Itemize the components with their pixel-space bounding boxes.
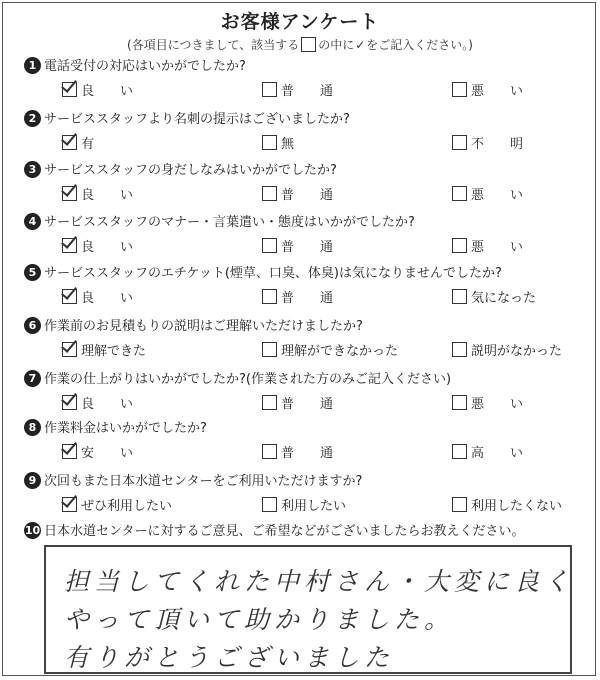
question-5 (24, 264, 502, 282)
answer-option[interactable] (62, 186, 133, 204)
answer-option[interactable] (62, 497, 172, 515)
question-text: サービススタッフより名刺の提示はございましたか? (44, 112, 350, 127)
question-6 (24, 317, 363, 335)
answer-option[interactable] (262, 135, 294, 153)
answer-option[interactable] (62, 444, 133, 462)
question-text: 電話受付の対応はいかがでしたか? (44, 59, 246, 74)
answer-label: 安 い (81, 446, 134, 461)
checkbox-checked-icon[interactable] (62, 186, 77, 201)
question-number-badge: 6 (24, 317, 41, 334)
question-text: 作業前のお見積もりの説明はご理解いただけましたか? (44, 319, 363, 334)
answer-option[interactable] (262, 238, 333, 256)
checkbox-icon[interactable] (452, 342, 467, 357)
checkbox-checked-icon[interactable] (62, 342, 77, 357)
answer-option[interactable] (452, 395, 523, 413)
answer-label: 普 通 (281, 84, 334, 99)
answer-option[interactable] (262, 186, 333, 204)
answer-option[interactable] (452, 289, 536, 307)
answer-option[interactable] (452, 238, 523, 256)
answer-label: 普 通 (281, 188, 334, 203)
instructions-suffix: をご記入ください。) (366, 38, 473, 52)
answer-label: 普 通 (281, 446, 334, 461)
question-number-badge: 5 (24, 264, 41, 281)
answer-option[interactable] (452, 186, 523, 204)
answer-label: 普 通 (281, 291, 334, 306)
checkbox-icon[interactable] (262, 395, 277, 410)
answer-option[interactable] (262, 342, 398, 360)
instructions-middle: の中に (318, 38, 355, 52)
checkbox-icon[interactable] (262, 135, 277, 150)
checkbox-icon[interactable] (452, 289, 467, 304)
answer-option[interactable] (62, 135, 94, 153)
answer-label: 気になった (471, 291, 537, 306)
answer-label: 普 通 (281, 240, 334, 255)
question-2 (24, 110, 350, 128)
checkbox-icon[interactable] (452, 82, 467, 97)
checkbox-icon[interactable] (262, 289, 277, 304)
checkbox-checked-icon[interactable] (62, 135, 77, 150)
answer-option[interactable] (452, 444, 523, 462)
answer-label: 有 (81, 137, 95, 152)
question-number-badge: 8 (24, 419, 41, 436)
answer-option[interactable] (262, 82, 333, 100)
question-number-badge: 3 (24, 161, 41, 178)
answer-option[interactable] (262, 289, 333, 307)
checkbox-icon[interactable] (452, 186, 467, 201)
answer-label: 理解できた (81, 344, 147, 359)
answer-option[interactable] (62, 238, 133, 256)
question-1 (24, 57, 246, 75)
checkbox-icon[interactable] (262, 444, 277, 459)
checkbox-checked-icon[interactable] (62, 82, 77, 97)
answer-label: 利用したくない (471, 499, 563, 514)
checkbox-icon[interactable] (262, 342, 277, 357)
answer-label: 説明がなかった (471, 344, 563, 359)
question-text: サービススタッフの身だしなみはいかがでしたか? (44, 163, 337, 178)
checkbox-icon[interactable] (452, 135, 467, 150)
answer-option[interactable] (262, 395, 333, 413)
checkbox-checked-icon[interactable] (62, 444, 77, 459)
comment-line: 有りがとうございました (64, 643, 395, 672)
comment-line: やって頂いて助かりました。 (64, 605, 455, 634)
question-text: 次回もまた日本水道センターをご利用いただけますか? (44, 474, 363, 489)
answer-option[interactable] (62, 342, 146, 360)
answer-label: 不 明 (471, 137, 524, 152)
answer-option[interactable] (452, 82, 523, 100)
answer-option[interactable] (62, 289, 133, 307)
checkbox-checked-icon[interactable] (62, 238, 77, 253)
question-text: 作業の仕上がりはいかがでしたか?(作業された方のみご記入ください) (44, 372, 452, 387)
question-3 (24, 161, 337, 179)
question-7 (24, 370, 451, 388)
checkbox-icon[interactable] (262, 82, 277, 97)
question-10 (24, 522, 524, 540)
checkbox-icon[interactable] (262, 238, 277, 253)
question-text: サービススタッフのマナー・言葉遣い・態度はいかがでしたか? (44, 215, 415, 230)
checkbox-checked-icon[interactable] (62, 289, 77, 304)
instructions-prefix: (各項目につきまして、該当する (127, 38, 300, 52)
question-number-badge: 1 (24, 57, 41, 74)
answer-label: 無 (281, 137, 295, 152)
answer-label: 良 い (81, 240, 134, 255)
answer-label: 普 通 (281, 397, 334, 412)
checkbox-icon[interactable] (452, 497, 467, 512)
answer-label: 理解ができなかった (281, 344, 399, 359)
question-number-badge: 4 (24, 213, 41, 230)
answer-label: 良 い (81, 291, 134, 306)
answer-option[interactable] (452, 135, 523, 153)
answer-label: 悪 い (471, 84, 524, 99)
answer-label: ぜひ利用したい (81, 499, 173, 514)
answer-label: 悪 い (471, 397, 524, 412)
answer-option[interactable] (262, 444, 333, 462)
checkbox-checked-icon[interactable] (62, 497, 77, 512)
checkbox-checked-icon[interactable] (62, 395, 77, 410)
question-text: サービススタッフのエチケット(煙草、口臭、体臭)は気になりませんでしたか? (44, 266, 502, 281)
answer-label: 高 い (471, 446, 524, 461)
question-9 (24, 472, 362, 490)
question-text: 作業料金はいかがでしたか? (44, 421, 207, 436)
answer-label: 利用したい (281, 499, 347, 514)
question-number-badge: 7 (24, 370, 41, 387)
checkbox-icon[interactable] (452, 395, 467, 410)
answer-option[interactable] (452, 342, 562, 360)
answer-label: 悪 い (471, 240, 524, 255)
answer-option[interactable] (262, 497, 346, 515)
answer-option[interactable] (62, 82, 133, 100)
question-number-badge: 2 (24, 110, 41, 127)
question-text: 日本水道センターに対するご意見、ご希望などがございましたらお教えください。 (44, 524, 525, 539)
question-8 (24, 419, 207, 437)
form-title: お客様アンケート (220, 11, 380, 33)
answer-label: 良 い (81, 397, 134, 412)
question-4 (24, 213, 415, 231)
checkbox-icon[interactable] (262, 497, 277, 512)
answer-label: 良 い (81, 188, 134, 203)
question-number-badge: 9 (24, 472, 41, 489)
answer-label: 悪 い (471, 188, 524, 203)
answer-label: 良 い (81, 84, 134, 99)
checkbox-icon[interactable] (452, 444, 467, 459)
checkbox-sample-icon (301, 37, 316, 52)
checkbox-icon[interactable] (262, 186, 277, 201)
answer-option[interactable] (452, 497, 562, 515)
checkmark-icon: ✓ (355, 38, 366, 52)
checkbox-icon[interactable] (452, 238, 467, 253)
question-number-badge: 10 (24, 524, 41, 537)
comment-line: 担当してくれた中村さん・大変に良く (64, 567, 575, 596)
answer-option[interactable] (62, 395, 133, 413)
form-instructions (0, 36, 600, 53)
